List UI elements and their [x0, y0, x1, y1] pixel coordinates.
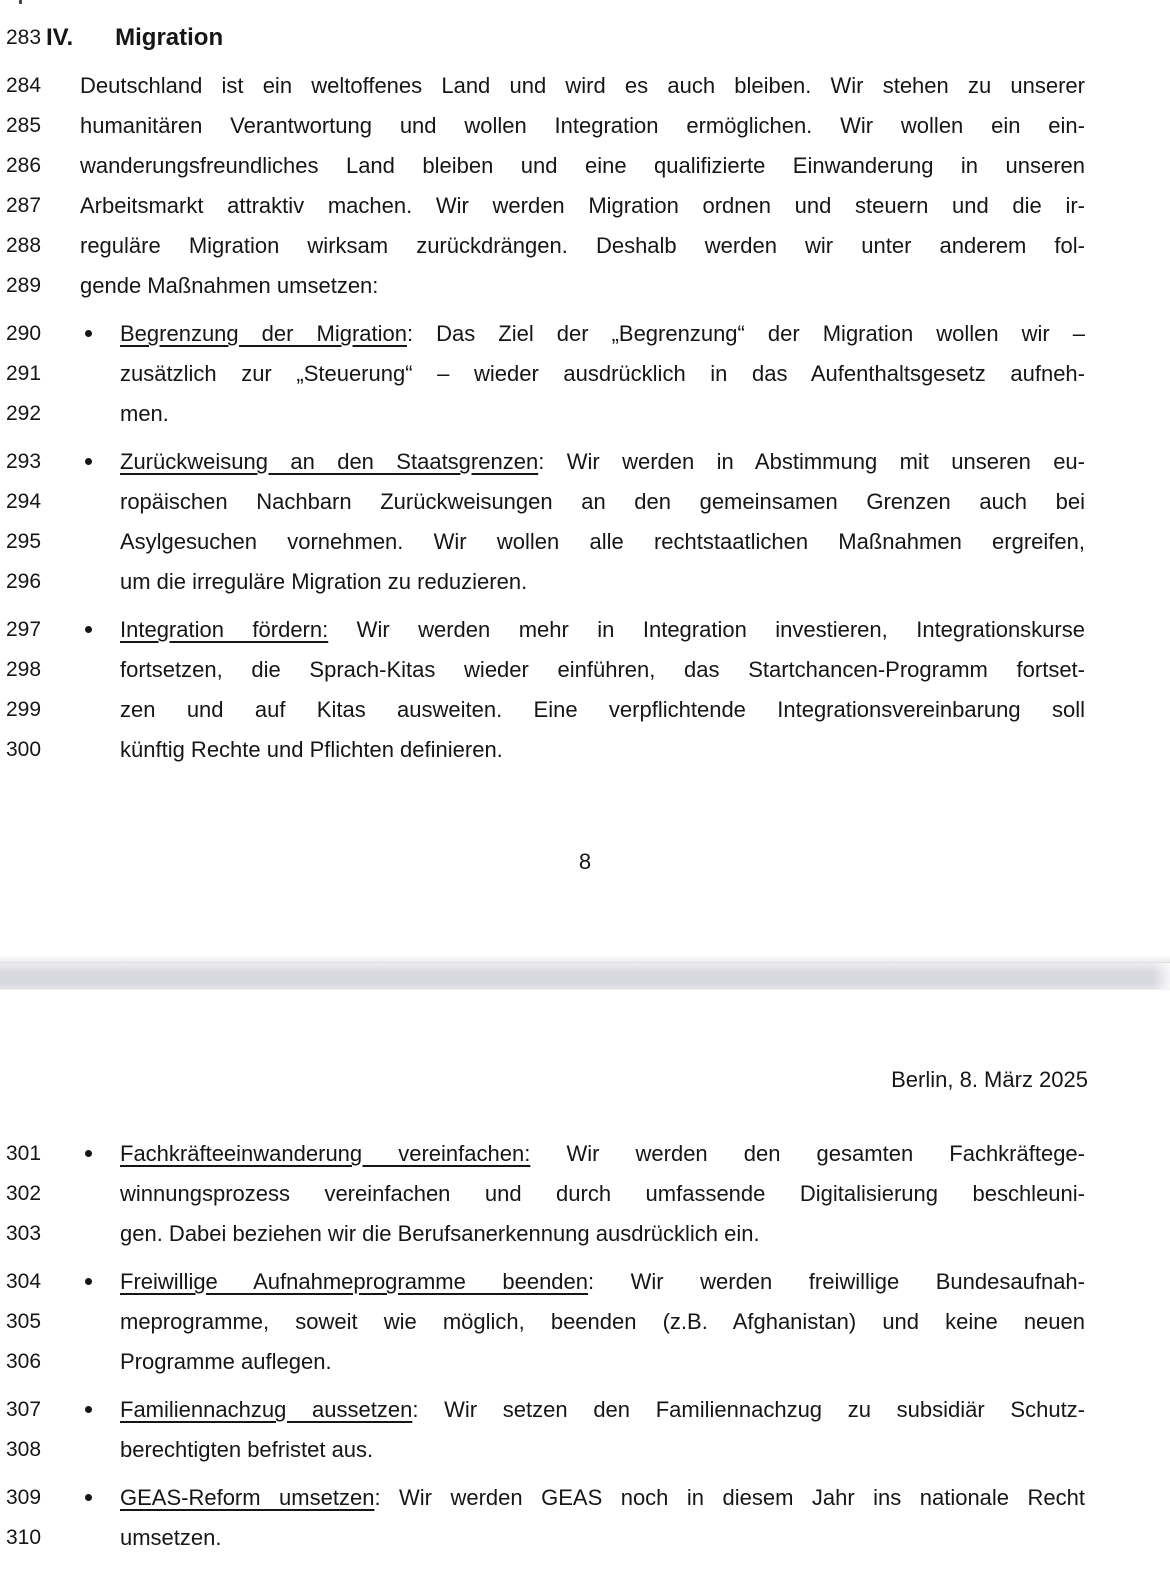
indent-spacer — [46, 266, 80, 306]
text-line — [80, 106, 1085, 146]
text-line — [120, 1518, 1085, 1558]
text-line-row — [0, 1342, 1170, 1382]
block-date — [0, 1060, 1170, 1100]
bullet-icon — [85, 458, 92, 465]
bullet-cell — [46, 522, 120, 562]
block-intro — [0, 66, 1170, 306]
text-line-row — [0, 1518, 1170, 1558]
text-line-row — [0, 106, 1170, 146]
line-number: 299 — [6, 698, 42, 721]
block-b5 — [0, 1134, 1170, 1254]
line-number: 302 — [6, 1182, 42, 1205]
text-line — [120, 442, 1085, 482]
text-line-row — [0, 690, 1170, 730]
text-segment: meprogramme, soweit wie möglich, beenden (z.B. Afghanistan) und keine neuen — [120, 1309, 1085, 1334]
text-line — [80, 266, 1085, 306]
bullet-cell — [46, 314, 120, 354]
line-number: 284 — [6, 74, 42, 97]
line-number: 283 — [6, 26, 42, 49]
line-number: 310 — [6, 1526, 42, 1549]
page-number-row — [0, 842, 1170, 882]
bullet-icon — [85, 1150, 92, 1157]
text-line-row — [0, 482, 1170, 522]
text-segment: Arbeitsmarkt attraktiv machen. Wir werden Migration ordnen und steuern und die ir- — [80, 193, 1085, 218]
text-segment: men. — [120, 401, 169, 426]
text-line-row — [0, 354, 1170, 394]
bullet-cell — [46, 1518, 120, 1558]
indent-spacer — [46, 146, 80, 186]
text-segment: : Wir werden freiwillige Bundesaufnah- — [588, 1269, 1085, 1294]
bullet-cell — [46, 394, 120, 434]
text-segment: gende Maßnahmen umsetzen: — [80, 273, 379, 298]
text-segment: künftig Rechte und Pflichten definieren. — [120, 737, 503, 762]
heading-row — [0, 18, 1170, 58]
text-line — [120, 354, 1085, 394]
underlined-lead-in: Fachkräfteeinwanderung vereinfachen: — [120, 1141, 531, 1166]
text-segment: Wir werden den gesamten Fachkräftege- — [530, 1141, 1085, 1166]
line-number: 286 — [6, 154, 42, 177]
page-edge-artifact — [19, 0, 22, 4]
text-line — [120, 650, 1085, 690]
bullet-cell — [46, 482, 120, 522]
line-number: 304 — [6, 1270, 42, 1293]
text-segment: : Wir setzen den Familiennachzug zu subsidiär Schutz- — [412, 1397, 1085, 1422]
text-segment: zusätzlich zur „Steuerung“ – wieder ausdrücklich in das Aufenthaltsgesetz aufneh- — [120, 361, 1085, 386]
text-line — [120, 1262, 1085, 1302]
bullet-cell — [46, 354, 120, 394]
text-line — [120, 1214, 1085, 1254]
text-segment: umsetzen. — [120, 1525, 222, 1550]
text-line — [120, 522, 1085, 562]
text-segment: winnungsprozess vereinfachen und durch umfassende Digitalisierung beschleuni- — [120, 1181, 1085, 1206]
bullet-icon — [85, 1406, 92, 1413]
text-line-row — [0, 1478, 1170, 1518]
line-number: 298 — [6, 658, 42, 681]
text-line — [120, 1430, 1085, 1470]
line-number: 293 — [6, 450, 42, 473]
bullet-cell — [46, 650, 120, 690]
text-segment: gen. Dabei beziehen wir die Berufsanerkennung ausdrücklich ein. — [120, 1221, 760, 1246]
text-line-row — [0, 1302, 1170, 1342]
bullet-cell — [46, 610, 120, 650]
bullet-cell — [46, 1134, 120, 1174]
section-numeral: IV. — [46, 24, 74, 51]
text-line — [80, 146, 1085, 186]
block-b8 — [0, 1478, 1170, 1558]
block-pagenum — [0, 842, 1170, 882]
text-line-row — [0, 266, 1170, 306]
bullet-cell — [46, 1174, 120, 1214]
bullet-cell — [46, 1262, 120, 1302]
bullet-cell — [46, 1430, 120, 1470]
text-line — [120, 314, 1085, 354]
text-segment: : Wir werden GEAS noch in diesem Jahr ins nationale Recht — [374, 1485, 1085, 1510]
text-segment: ropäischen Nachbarn Zurückweisungen an den gemeinsamen Grenzen auch bei — [120, 489, 1085, 514]
line-number: 307 — [6, 1398, 42, 1421]
block-b2 — [0, 442, 1170, 602]
line-number: 296 — [6, 570, 42, 593]
text-line-row — [0, 146, 1170, 186]
text-line-row — [0, 186, 1170, 226]
bullet-icon — [85, 626, 92, 633]
text-segment: zen und auf Kitas ausweiten. Eine verpflichtende Integrationsvereinbarung soll — [120, 697, 1085, 722]
text-line — [80, 226, 1085, 266]
underlined-lead-in: Integration fördern: — [120, 617, 329, 642]
block-b7 — [0, 1390, 1170, 1470]
indent-spacer — [46, 106, 80, 146]
text-line — [120, 1342, 1085, 1382]
text-line — [80, 66, 1085, 106]
text-line-row — [0, 1390, 1170, 1430]
line-number: 306 — [6, 1350, 42, 1373]
bullet-cell — [46, 730, 120, 770]
block-b3 — [0, 610, 1170, 770]
text-line-row — [0, 1134, 1170, 1174]
bullet-cell — [46, 442, 120, 482]
line-number: 295 — [6, 530, 42, 553]
text-line — [120, 482, 1085, 522]
text-line-row — [0, 1214, 1170, 1254]
text-line — [120, 1134, 1085, 1174]
text-line-row — [0, 66, 1170, 106]
indent-spacer — [46, 226, 80, 266]
line-number: 303 — [6, 1222, 42, 1245]
line-number: 289 — [6, 274, 42, 297]
text-segment: fortsetzen, die Sprach-Kitas wieder einführen, das Startchancen-Programm fortset- — [120, 657, 1085, 682]
text-line-row — [0, 1174, 1170, 1214]
indent-spacer — [46, 66, 80, 106]
text-line-row — [0, 394, 1170, 434]
text-line — [80, 186, 1085, 226]
text-segment: wanderungsfreundliches Land bleiben und eine qualifizierte Einwanderung in unseren — [80, 153, 1085, 178]
bullet-icon — [85, 1278, 92, 1285]
bullet-cell — [46, 1302, 120, 1342]
underlined-lead-in: Zurückweisung an den Staatsgrenzen — [120, 449, 539, 474]
date-line-row — [0, 1060, 1170, 1100]
line-number: 308 — [6, 1438, 42, 1461]
text-segment: Programme auflegen. — [120, 1349, 332, 1374]
line-number: 305 — [6, 1310, 42, 1333]
text-line-row — [0, 730, 1170, 770]
text-line-row — [0, 522, 1170, 562]
bullet-cell — [46, 1342, 120, 1382]
text-line — [120, 1174, 1085, 1214]
line-number: 292 — [6, 402, 42, 425]
text-line — [120, 562, 1085, 602]
date-line: Berlin, 8. März 2025 — [891, 1067, 1088, 1092]
text-segment: um die irreguläre Migration zu reduzieren. — [120, 569, 528, 594]
text-segment: Deutschland ist ein weltoffenes Land und wird es auch bleiben. Wir stehen zu unserer — [80, 73, 1085, 98]
bullet-cell — [46, 1390, 120, 1430]
page-break-gap — [0, 962, 1170, 990]
section-title: Migration — [115, 24, 224, 51]
text-line — [120, 1390, 1085, 1430]
underlined-lead-in: Familiennachzug aussetzen — [120, 1397, 413, 1422]
text-line-row — [0, 1262, 1170, 1302]
text-line — [120, 690, 1085, 730]
text-line — [120, 610, 1085, 650]
underlined-lead-in: GEAS-Reform umsetzen — [120, 1485, 375, 1510]
text-segment: Wir werden mehr in Integration investieren, Integrationskurse — [328, 617, 1085, 642]
block-b6 — [0, 1262, 1170, 1382]
indent-spacer — [46, 186, 80, 226]
line-number: 291 — [6, 362, 42, 385]
text-line-row — [0, 650, 1170, 690]
text-line — [120, 394, 1085, 434]
underlined-lead-in: Freiwillige Aufnahmeprogramme beenden — [120, 1269, 589, 1294]
text-segment: : Das Ziel der „Begrenzung“ der Migration wollen wir – — [406, 321, 1085, 346]
bullet-cell — [46, 562, 120, 602]
text-segment: reguläre Migration wirksam zurückdrängen. Deshalb werden wir unter anderem fol- — [80, 233, 1085, 258]
text-line — [120, 1478, 1085, 1518]
block-heading — [0, 18, 1170, 58]
text-line-row — [0, 442, 1170, 482]
text-line — [120, 1302, 1085, 1342]
line-number: 288 — [6, 234, 42, 257]
line-number: 294 — [6, 490, 42, 513]
text-line-row — [0, 562, 1170, 602]
text-segment: Asylgesuchen vornehmen. Wir wollen alle rechtstaatlichen Maßnahmen ergreifen, — [120, 529, 1085, 554]
text-line — [120, 730, 1085, 770]
text-segment: humanitären Verantwortung und wollen Integration ermöglichen. Wir wollen ein ein- — [80, 113, 1085, 138]
text-segment: : Wir werden in Abstimmung mit unseren eu- — [538, 449, 1085, 474]
bullet-icon — [85, 1494, 92, 1501]
text-segment: berechtigten befristet aus. — [120, 1437, 374, 1462]
line-number: 301 — [6, 1142, 42, 1165]
line-number: 287 — [6, 194, 42, 217]
line-number: 300 — [6, 738, 42, 761]
text-line-row — [0, 610, 1170, 650]
page-number: 8 — [578, 849, 592, 874]
section-heading — [46, 18, 223, 58]
bullet-cell — [46, 1478, 120, 1518]
bullet-cell — [46, 1214, 120, 1254]
text-line-row — [0, 1430, 1170, 1470]
underlined-lead-in: Begrenzung der Migration — [120, 321, 407, 346]
block-b1 — [0, 314, 1170, 434]
bullet-cell — [46, 690, 120, 730]
line-number: 297 — [6, 618, 42, 641]
text-line-row — [0, 314, 1170, 354]
line-number: 309 — [6, 1486, 42, 1509]
line-number: 285 — [6, 114, 42, 137]
text-line-row — [0, 226, 1170, 266]
line-number: 290 — [6, 322, 42, 345]
bullet-icon — [85, 330, 92, 337]
